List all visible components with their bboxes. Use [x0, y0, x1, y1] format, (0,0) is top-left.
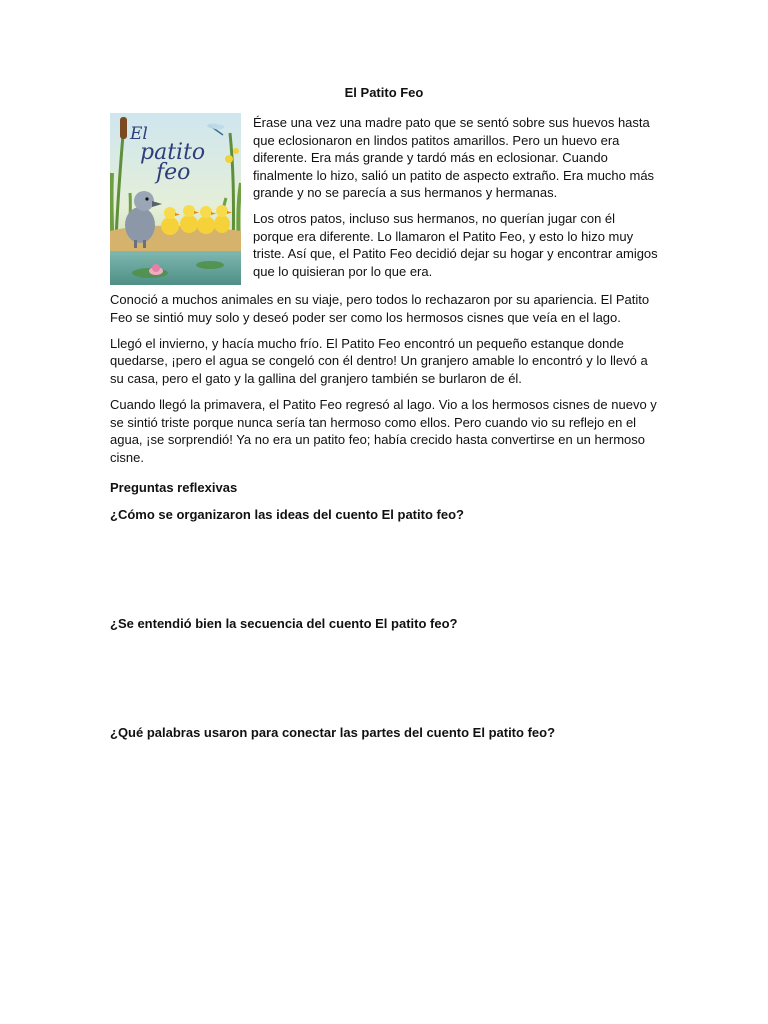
- story-body-text: [110, 291, 658, 475]
- cover-title-line2: patito: [140, 140, 206, 165]
- intro-text: [253, 114, 658, 288]
- document-title: El Patito Feo: [344, 85, 424, 100]
- paragraph: Llegó el invierno, y hacía mucho frío. El Patito Feo encontró un pequeño estanque donde quedarse, ¡pero el agua se congeló con él dentro! Un granjero amable lo encontró y lo llevó a su casa, pero el gato y la gallina del granjero también se burlaron de él.: [110, 335, 648, 386]
- cover-title-line3: feo: [156, 160, 191, 185]
- question-2: ¿Se entendió bien la secuencia del cuento El patito feo?: [110, 616, 458, 631]
- question-1: ¿Cómo se organizaron las ideas del cuento El patito feo?: [110, 507, 464, 522]
- book-cover-image: [110, 113, 241, 285]
- cover-title-line1: El: [130, 124, 148, 144]
- reflection-heading: Preguntas reflexivas: [110, 480, 238, 495]
- paragraph: Conoció a muchos animales en su viaje, pero todos lo rechazaron por su apariencia. El Patito Feo se sintió muy solo y deseó poder ser como los hermosos cisnes que veía en el lago.: [110, 292, 650, 325]
- question-3: ¿Qué palabras usaron para conectar las partes del cuento El patito feo?: [110, 725, 556, 740]
- paragraph: Los otros patos, incluso sus hermanos, no querían jugar con él porque era diferente. Lo llamaron el Patito Feo, y esto lo hizo muy triste. Así que, el Patito Feo decidió dejar su hogar y encontrar amigos que lo quisieran por lo que era.: [253, 210, 658, 279]
- paragraph: Érase una vez una madre pato que se sentó sobre sus huevos hasta que eclosionaron en lindos patitos amarillos. Pero un huevo era diferente. Era más grande y tardó más en eclosionar. Cuando finalmente lo hizo, salió un patito de aspecto extraño. Era mucho más grande y no se parecía a sus hermanos y hermanas.: [253, 115, 655, 201]
- paragraph: Cuando llegó la primavera, el Patito Feo regresó al lago. Vio a los hermosos cisnes de nuevo y se sintió triste porque nunca sería tan hermoso como ellos. Pero cuando vio su reflejo en el agua, ¡se sorprendió! Ya no era un patito feo; había crecido hasta convertirse en un hermoso cisne.: [110, 396, 657, 465]
